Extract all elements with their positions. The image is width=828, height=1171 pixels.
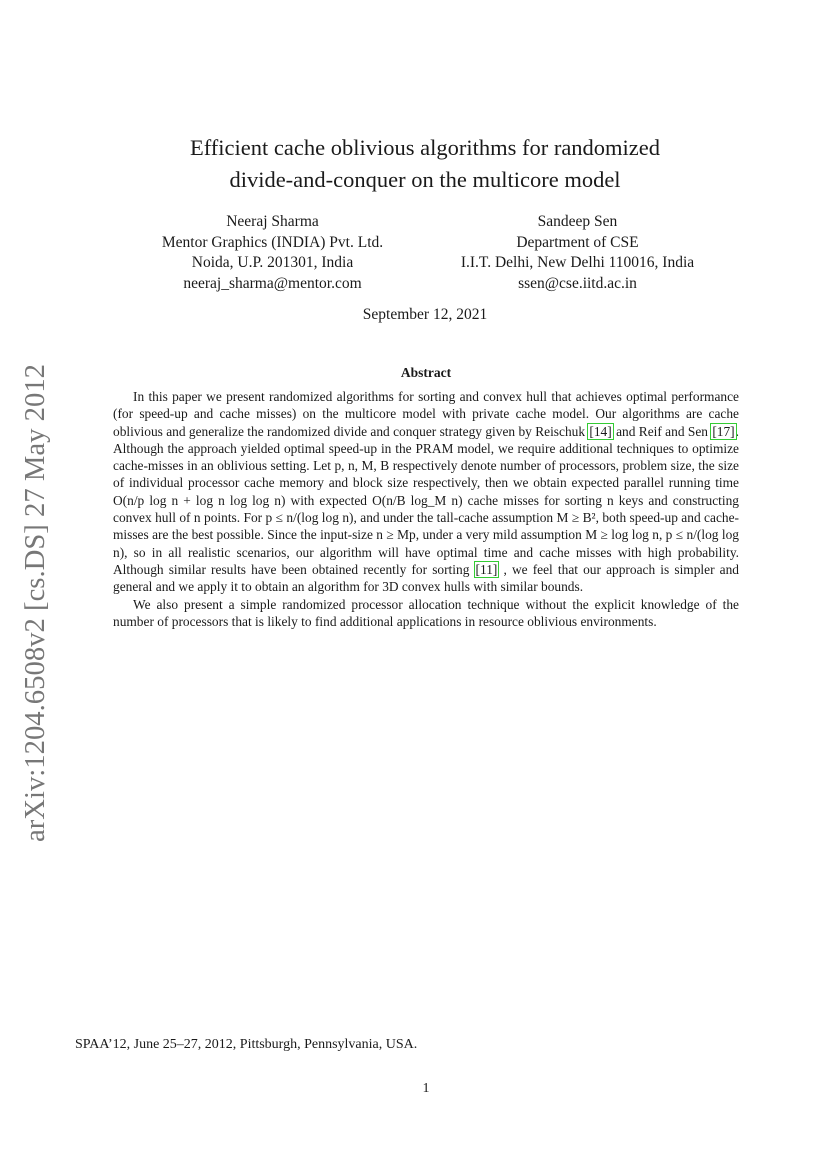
page-number: 1 xyxy=(422,1081,430,1096)
abstract-paragraph-1 xyxy=(113,388,739,596)
title-line-1: Efficient cache oblivious algorithms for randomized xyxy=(189,135,661,160)
arxiv-stamp-text: arXiv:1204.6508v2 [cs.DS] 27 May 2012 xyxy=(20,375,51,842)
paper-title xyxy=(120,132,730,196)
author-email[interactable]: ssen@cse.iitd.ac.in xyxy=(518,274,637,292)
abstract-text: , we feel that our approach is simpler and general and we apply it to obtain an algorithm for 3D convex hulls with similar bounds. xyxy=(113,561,739,595)
citation-link[interactable]: [17] xyxy=(712,423,735,439)
author-block-1 xyxy=(130,212,415,294)
author-name: Neeraj Sharma xyxy=(226,213,319,230)
author-block-2 xyxy=(430,212,725,294)
arxiv-stamp xyxy=(18,362,54,844)
author-affiliation: Mentor Graphics (INDIA) Pvt. Ltd. xyxy=(161,233,384,251)
author-email[interactable]: neeraj_sharma@mentor.com xyxy=(183,274,362,292)
author-address: Noida, U.P. 201301, India xyxy=(191,254,354,271)
conference-footnote: SPAA’12, June 25–27, 2012, Pittsburgh, Pennsylvania, USA. xyxy=(75,1037,418,1052)
author-name: Sandeep Sen xyxy=(537,213,618,230)
abstract-heading: Abstract xyxy=(400,365,452,380)
abstract-text: . Although the approach yielded optimal speed-up in the PRAM model, we require additional techniques to optimize cache-misses in an oblivious setting. Let p, n, M, B respectively denote number of processors, problem size, the size of individual processor cache memory and block size respectively, then we obtain expected parallel running time O(n/p log n + log n log log n) with expected O(n/B log_M n) cache misses for sorting n keys and constructing convex hull of n points. For p ≤ n/(log log n), and under the tall-cache assumption M ≥ B², both speed-up and cache-misses are the best possible. Since the input-size n ≥ Mp, under a very mild assumption M ≥ log log n, p ≤ n/(log log n), so in all realistic scenarios, our algorithm will have optimal time and cache misses with high probability. Although similar results have been obtained recently for sorting xyxy=(113,423,739,577)
abstract-text: and Reif and Sen xyxy=(612,423,712,439)
author-affiliation: Department of CSE xyxy=(516,233,639,251)
abstract-text: In this paper we present randomized algorithms for sorting and convex hull that achieves optimal performance (for speed-up and cache misses) on the multicore model with private cache model. Our algorithms are cache oblivious and generalize the randomized divide and conquer strategy given by Reischuk xyxy=(113,389,739,439)
abstract-paragraph-2: We also present a simple randomized processor allocation technique without the explicit knowledge of the number of processors that is likely to find additional applications in resource oblivious environments. xyxy=(113,596,739,629)
citation-link[interactable]: [11] xyxy=(475,561,498,577)
abstract-body xyxy=(113,388,739,630)
citation-link[interactable]: [14] xyxy=(589,423,612,439)
paper-date: September 12, 2021 xyxy=(362,306,488,323)
author-address: I.I.T. Delhi, New Delhi 110016, India xyxy=(460,254,695,271)
title-line-2: divide-and-conquer on the multicore model xyxy=(229,167,621,192)
